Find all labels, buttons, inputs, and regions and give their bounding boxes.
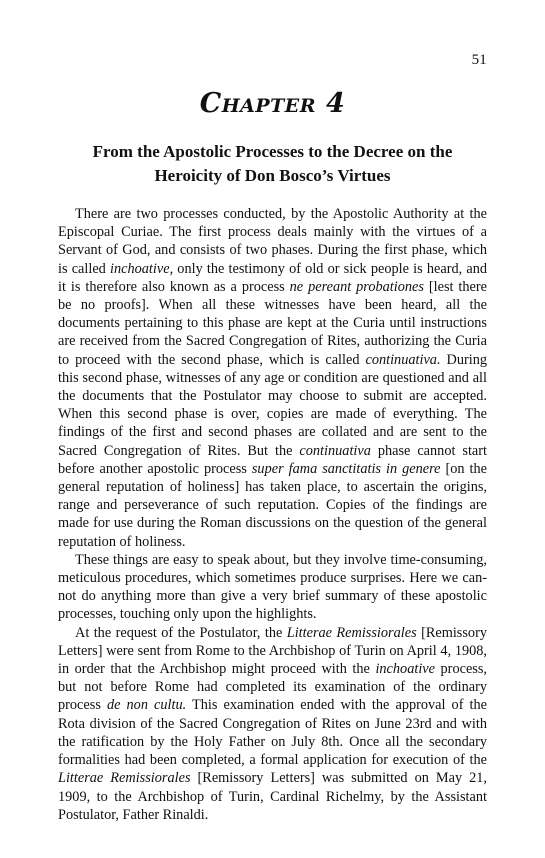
body-text [58, 205, 487, 824]
chapter-subtitle-line-1: From the Apostolic Processes to the Decree on the [92, 142, 453, 161]
chapter-title-text: Chapter 4 [199, 88, 346, 119]
italic-term: continuativa [299, 442, 371, 459]
text-run: There are two processes conducted, by the Apostolic Authority at the Episcopal Curiae. The first process deals mainly with the virtues of a Servant of God, and consists of two phases. During the first phase, which is called [58, 206, 487, 277]
italic-term: continuativa. [365, 351, 441, 368]
text-run: [lest there be no proofs]. When all these witnesses have been heard, all the documents pertaining to this phase are kept at the Curia until instructions are received from the Sacred Congregation of Rites, authorizing the Curia to proceed with the second phase, which is called [58, 278, 487, 368]
paragraph-2 [58, 551, 487, 624]
italic-term: inchoative, [110, 260, 174, 277]
text-run: During this second phase, witnesses of any age or condition are questioned and all the documents that the Postulator may choose to submit are accepted. When this second phase is over, copies are made of everything. The findings of the first and second phases are collated and are sent to the Sacred Congregation of Rites. But the [58, 351, 487, 459]
chapter-subtitle-line-2: Heroicity of Don Bosco’s Virtues [154, 166, 391, 185]
page-number: 51 [471, 52, 487, 68]
italic-term: ne pereant probationes [289, 278, 424, 295]
paragraph-3 [58, 624, 487, 824]
text-run: [on the general reputation of holiness] has taken place, to ascertain the origins, range and perseverance of such reputation. Copies of the findings are made for use during the Roman discussions on the question of the general reputation of holiness. [58, 460, 487, 550]
italic-term: de non cultu. [106, 697, 187, 714]
italic-term: Litterae Remissiorales [286, 624, 417, 641]
italic-term: Litterae Remissiorales [58, 770, 191, 787]
text-run: process, but not before Rome had completed its examination of the ordinary process [58, 661, 487, 714]
text-run: At the request of the Postulator, the [75, 624, 287, 641]
italic-term: super fama sanctitatis in genere [251, 460, 441, 477]
text-run: phase cannot start before another apostolic process [58, 442, 488, 477]
text-run: This examination ended with the approval of the Rota division of the Sacred Congregation of Rites on June 23rd and with the ratification by the Holy Father on July 8th. Once all the secondary formalities had been completed, a formal application for execution of the [58, 697, 488, 769]
chapter-subtitle [60, 140, 485, 188]
paragraph-1 [58, 205, 487, 551]
text-run: only the testimony of old or sick people is heard, and it is therefore also known as a process [58, 260, 487, 295]
chapter-title [0, 88, 545, 119]
text-run: [Remissory Letters] were sent from Rome to the Archbishop of Turin on April 4, 1908, in order that the Archbishop might proceed with the [58, 624, 487, 678]
text-run: [Remissory Letters] was submitted on May 21, 1909, to the Archbishop of Turin, Cardinal Richelmy, by the Assistant Postulator, Father Rinaldi. [58, 770, 487, 823]
text-run: These things are easy to speak about, but they involve time-consuming, meticulous procedures, which sometimes produce surprises. Here we cannot do anything more than give a very brief summary of these apostolic processes, touching only upon the highlights. [58, 551, 487, 623]
italic-term: inchoative [375, 661, 435, 678]
